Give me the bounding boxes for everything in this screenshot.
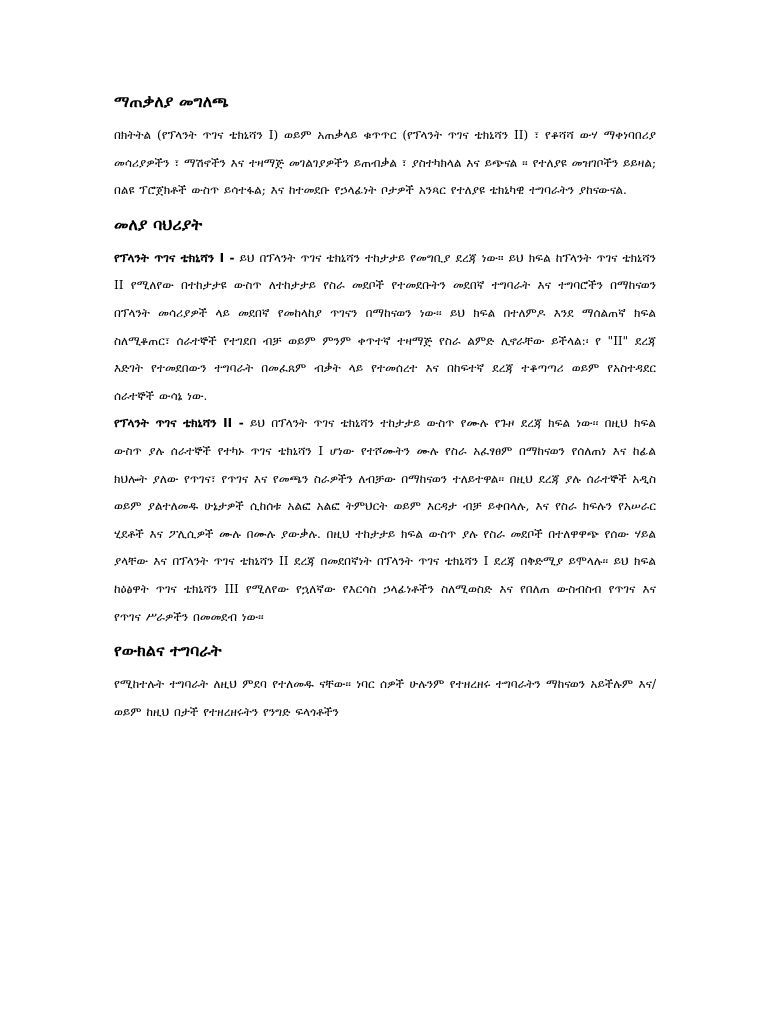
distinguishing-characteristics-heading: መለያ ባህሪያት xyxy=(114,214,203,234)
representative-duties-heading: የውክልና ተግባራት xyxy=(114,641,222,661)
summary-heading: ማጠቃለያ መግለጫ xyxy=(114,92,229,111)
class-one-paragraph xyxy=(114,245,656,411)
document-content xyxy=(114,90,656,726)
class-two-title: የፕላንት ጥገና ቴክኒሻን II - xyxy=(114,416,244,431)
class-one-description: ይህ በፕላንት ጥገና ቴክኒሻን ተከታታይ የመግቢያ ደረጃ ነው። ይህ ክፍል ከፕላንት ጥገና ቴክኒሻን II የሚለየው በተከታታዩ ውስጥ ለተከታታይ የስራ መደቦች የተመደቡትን መደበኛ ተግባራት እና ተግባሮችን በማከናወን በፕላንት መሳሪያዎች ላይ መደበኛ የመከላከያ ጥገናን በማከናወን ነው፡፡ ይህ ክፍል በተለምዶ እንደ ማሰልጠኛ ክፍል ስለሚቆጠር፣ ሰራተኞች የተገደበ ብቻ ወይም ምንም ቀጥተኛ ተዛማጅ የስራ ልምድ ሊኖራቸው ይችላል:፡ የ "II" ደረጃ እድገት የተመደበውን ተግባራት በመፈጸም ብቃት ላይ የተመሰረተ እና በከፍተኛ ደረጃ ተቆጣጣሪ ወይም የአስተዳደር ሰራተኞች ውሳኔ ነው. xyxy=(114,250,656,403)
class-one-title: የፕላንት ጥገና ቴክኒሻን I - xyxy=(114,250,235,265)
duties-paragraph: የሚከተሉት ተግባራት ለዚህ ምደባ የተለመዱ ናቸው፡፡ ነባር ሰዎች ሁሉንም የተዘረዘሩ ተግባራትን ማከናወን አይችሉም እና/ወይም ከዚህ በታች የተዘረዘሩትን የንግድ ፍላጎቶችን xyxy=(114,677,656,719)
class-two-description: ይህ በፕላንት ጥገና ቴክኒሻን ተከታታይ ውስጥ የሙሉ የጉዞ ደረጃ ክፍል ነው፡፡ በዚህ ክፍል ውስጥ ያሉ ሰራተኞች የተካኑ ጥገና ቴክኒሻን I ሆነው የተሾሙትን ሙሉ የስራ አፈፃፀም በማከናወን የሰለጠነ እና ከፊል ክህሎት ያለው የጥገና፣ የጥገና እና የመጫን ስራዎችን ለብቻው በማከናወን ተለይተዋል፡፡ በዚህ ደረጃ ያሉ ሰራተኞች አዲስ ወይም ያልተለመዱ ሁኔታዎች ሲከሰቱ አልፎ አልፎ ትምህርት ወይም እርዳታ ብቻ ይቀበላሉ, እና የስራ ክፍሉን የአሠራር ሂደቶች እና ፖሊሲዎች ሙሉ በሙሉ ያውቃሉ. በዚህ ተከታታይ ክፍል ውስጥ ያሉ የስራ መደቦች በተለዋዋጭ የሰው ሃይል ያላቸው እና በፕላንት ጥገና ቴክኒሻን II ደረጃ በመደበኛነት በፕላንት ጥገና ቴክኒሻን I ደረጃ በቅድሚያ ይሞላሉ፡፡ ይህ ክፍል ከዕፅዋት ጥገና ቴክኒሻን III የሚለየው የኋለኛው የእርሳስ ኃላፊነቶችን ስለሚወስድ እና የበለጠ ውስብስብ የጥገና እና የጥገና ሥራዎችን በመመደብ ነው፡፡ xyxy=(114,416,657,624)
class-two-paragraph xyxy=(114,410,656,631)
summary-paragraph: በክትትል (የፕላንት ጥገና ቴክኒሻን I) ወይም አጠቃላይ ቁጥጥር (የፕላንት ጥገና ቴክኒሻን II) ፣ የቆሻሻ ውሃ ማቀነባበሪያ መሳሪያዎችን ፣ ማሽኖችን እና ተዛማጅ መገልገያዎችን ይጠብቃል ፣ ያስተካክላል እና ይጭናል ፡፡ የተለያዩ መዝገቦችን ይይዛል; በልዩ ፕሮጀክቶች ውስጥ ይሳተፋል; እና ከተመደቡ የኃላፊነት ቦታዎች አንጻር የተለያዩ ቴክኒካዊ ተግባራትን ያከናውናል. xyxy=(114,128,656,198)
